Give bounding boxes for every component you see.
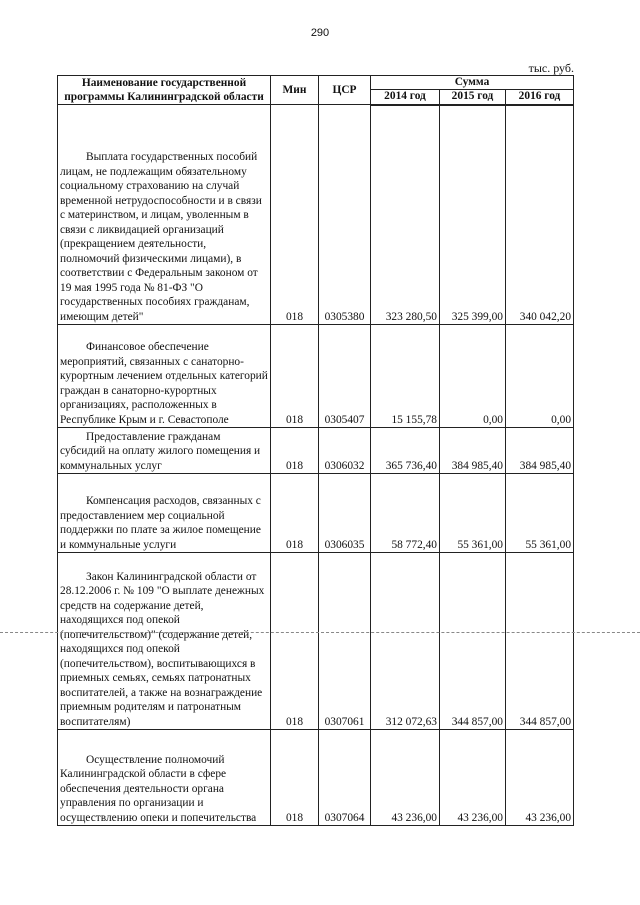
row-2015: 384 985,40 <box>440 428 506 474</box>
row-2014: 323 280,50 <box>371 105 440 325</box>
row-name: Финансовое обеспечение мероприятий, связанных с санаторно-курортным лечением отдельных категорий граждан в санаторно-курортных организациях, расположенных в Республике Крым и г. Севастополе <box>58 325 271 428</box>
row-min: 018 <box>271 474 319 553</box>
row-2016: 55 361,00 <box>506 474 574 553</box>
table-row <box>58 325 574 428</box>
row-name: Компенсация расходов, связанных с предоставлением мер социальной поддержки по плате за жилое помещение и коммунальные услуги <box>58 474 271 553</box>
scan-fold-line <box>0 632 640 633</box>
units-label: тыс. руб. <box>528 61 574 75</box>
column-header-name: Наименование государственной программы Калининградской области <box>58 76 271 105</box>
table-row <box>58 474 574 553</box>
row-name: Выплата государственных пособий лицам, не подлежащим обязательному социальному страхованию на случай временной нетрудоспособности и в связи с материнством, и лицам, уволенным в связи с ликвидацией организаций (прекращением деятельности, полномочий физическими лицами), в соответствии с Федеральным законом от 19 мая 1995 года № 81-ФЗ "О государственных пособиях гражданам, имеющим детей" <box>58 105 271 325</box>
row-csr: 0306032 <box>319 428 371 474</box>
row-2014: 365 736,40 <box>371 428 440 474</box>
column-header-min: Мин <box>271 76 319 105</box>
budget-table <box>57 75 574 826</box>
row-2016: 0,00 <box>506 325 574 428</box>
row-csr: 0307061 <box>319 553 371 730</box>
table-row <box>58 553 574 730</box>
column-header-2016: 2016 год <box>506 89 574 104</box>
row-csr: 0307064 <box>319 730 371 826</box>
column-header-sum: Сумма <box>371 76 574 90</box>
row-2014: 15 155,78 <box>371 325 440 428</box>
row-min: 018 <box>271 553 319 730</box>
table-row <box>58 105 574 325</box>
row-2014: 43 236,00 <box>371 730 440 826</box>
header-row <box>58 76 574 90</box>
row-min: 018 <box>271 730 319 826</box>
row-name: Закон Калининградской области от 28.12.2006 г. № 109 "О выплате денежных средств на содержание детей, находящихся под опекой (попечительством)" (содержание детей, находящихся под опекой (попечительством), воспитывающихся в приемных семьях, семьях патронатных воспитателей, а также на вознаграждение приемным родителям и патронатным воспитателям) <box>58 553 271 730</box>
row-min: 018 <box>271 428 319 474</box>
row-2015: 325 399,00 <box>440 105 506 325</box>
row-2016: 43 236,00 <box>506 730 574 826</box>
page-number: 290 <box>310 27 330 39</box>
row-2015: 0,00 <box>440 325 506 428</box>
row-2015: 43 236,00 <box>440 730 506 826</box>
row-2014: 312 072,63 <box>371 553 440 730</box>
table-row <box>58 730 574 826</box>
row-min: 018 <box>271 105 319 325</box>
row-csr: 0305380 <box>319 105 371 325</box>
row-2016: 384 985,40 <box>506 428 574 474</box>
table-row <box>58 428 574 474</box>
row-2015: 55 361,00 <box>440 474 506 553</box>
row-2016: 344 857,00 <box>506 553 574 730</box>
row-min: 018 <box>271 325 319 428</box>
row-csr: 0305407 <box>319 325 371 428</box>
row-csr: 0306035 <box>319 474 371 553</box>
row-name: Осуществление полномочий Калининградской области в сфере обеспечения деятельности органа управления по организации и осуществлению опеки и попечительства <box>58 730 271 826</box>
column-header-csr: ЦСР <box>319 76 371 105</box>
row-2014: 58 772,40 <box>371 474 440 553</box>
row-2015: 344 857,00 <box>440 553 506 730</box>
column-header-2015: 2015 год <box>440 89 506 104</box>
column-header-2014: 2014 год <box>371 89 440 104</box>
row-name: Предоставление гражданам субсидий на оплату жилого помещения и коммунальных услуг <box>58 428 271 474</box>
row-2016: 340 042,20 <box>506 105 574 325</box>
